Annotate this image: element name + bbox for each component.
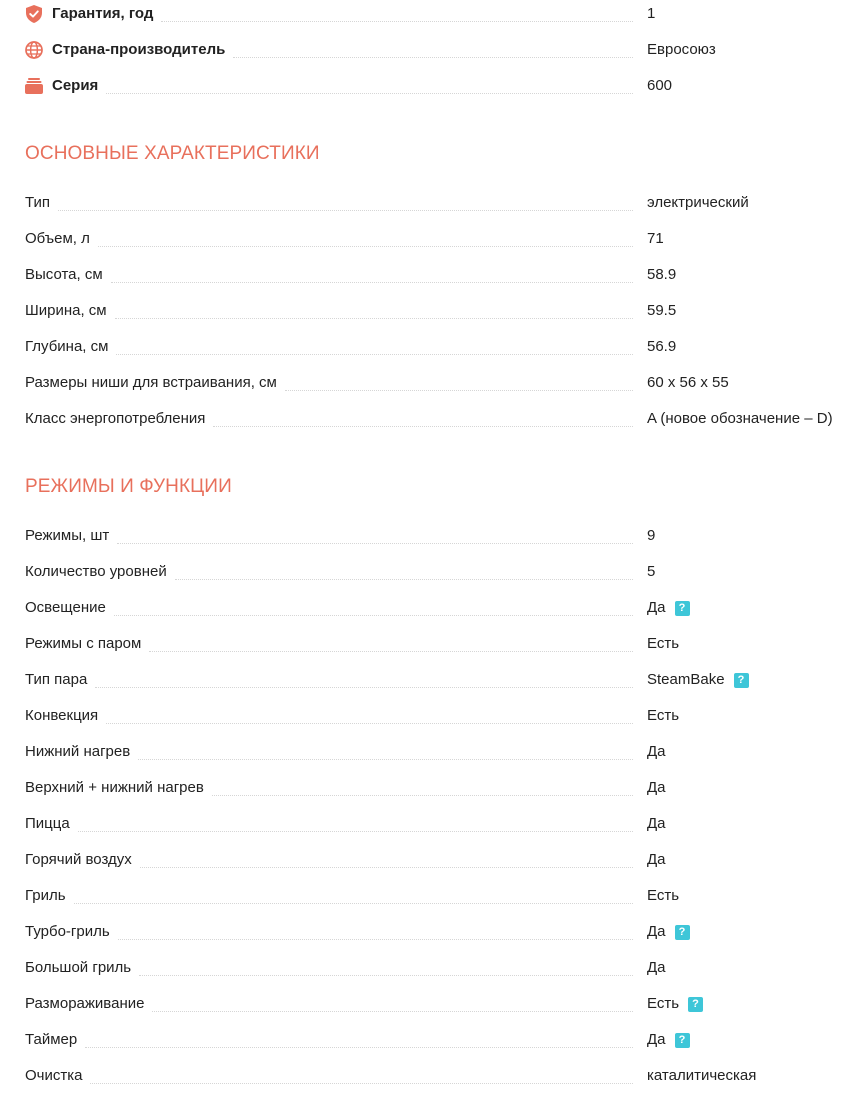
spec-value: электрический (647, 194, 749, 211)
spec-label: Большой гриль (25, 959, 132, 976)
spec-label-cell (25, 518, 647, 554)
spec-value-cell (647, 266, 676, 284)
spec-value-cell (647, 815, 666, 833)
spec-value: Есть (647, 995, 680, 1012)
spec-label: Количество уровней (25, 563, 167, 580)
spec-value-cell (647, 338, 676, 356)
spec-value-cell (647, 302, 676, 320)
spec-value: 59.5 (647, 302, 677, 319)
spec-label: Турбо-гриль (25, 923, 110, 940)
spec-label: Освещение (25, 599, 106, 616)
spec-row-warranty (25, 0, 843, 32)
spec-row (25, 806, 843, 842)
spec-row (25, 770, 843, 806)
spec-value: Евросоюз (647, 41, 716, 58)
dotted-leader (139, 975, 633, 976)
spec-label: Горячий воздух (25, 851, 132, 868)
spec-row-series (25, 68, 843, 104)
spec-row (25, 590, 843, 626)
dotted-leader (114, 615, 633, 616)
shield-check-icon (25, 5, 43, 23)
dotted-leader (106, 93, 633, 94)
spec-row (25, 257, 843, 293)
dotted-leader (106, 723, 633, 724)
spec-row (25, 662, 843, 698)
spec-value: 600 (647, 77, 673, 94)
spec-label: Объем, л (25, 230, 90, 247)
section-gap (25, 172, 843, 185)
spec-value: 1 (647, 5, 656, 22)
spec-label-cell (25, 293, 647, 329)
spec-value-cell (647, 707, 679, 725)
spec-label: Серия (52, 77, 99, 94)
help-question-icon[interactable]: ? (688, 997, 703, 1012)
help-question-icon[interactable]: ? (734, 673, 749, 688)
spec-value: SteamBake (647, 671, 725, 688)
spec-value-cell (647, 851, 666, 869)
spec-label-cell (25, 1022, 647, 1058)
spec-value-cell (647, 1031, 690, 1049)
spec-value-cell (647, 230, 664, 248)
spec-label: Класс энергопотребления (25, 410, 206, 427)
spec-label-cell (25, 842, 647, 878)
dotted-leader (152, 1011, 633, 1012)
spec-value: Да (647, 959, 666, 976)
spec-row-country (25, 32, 843, 68)
spec-row (25, 626, 843, 662)
globe-icon (25, 41, 43, 59)
spec-row (25, 986, 843, 1022)
spec-value: Есть (647, 635, 680, 652)
spec-value-cell (647, 599, 690, 617)
dotted-leader (149, 651, 633, 652)
spec-label: Режимы, шт (25, 527, 110, 544)
section-title: РЕЖИМЫ И ФУНКЦИИ (25, 476, 232, 497)
spec-row (25, 734, 843, 770)
spec-value: каталитическая (647, 1067, 757, 1084)
spec-value: Да (647, 599, 666, 616)
spec-row (25, 329, 843, 365)
spec-value: Да (647, 743, 666, 760)
spec-row (25, 1022, 843, 1058)
dotted-leader (285, 390, 633, 391)
spec-value-cell (647, 959, 666, 977)
spec-value-cell (647, 374, 729, 392)
dotted-leader (175, 579, 633, 580)
spec-label: Тип (25, 194, 51, 211)
spec-label: Гарантия, год (52, 5, 154, 22)
spec-label: Размеры ниши для встраивания, см (25, 374, 277, 391)
dotted-leader (111, 282, 633, 283)
spec-list (25, 0, 843, 1094)
spec-label-cell (25, 185, 647, 221)
spec-value: A (новое обозначение – D) (647, 410, 833, 427)
dotted-leader (213, 426, 633, 427)
dotted-leader (140, 867, 633, 868)
dotted-leader (115, 318, 633, 319)
spec-label: Режимы с паром (25, 635, 142, 652)
spec-label-cell (25, 986, 647, 1022)
spec-label: Гриль (25, 887, 66, 904)
spec-row (25, 221, 843, 257)
dotted-leader (212, 795, 633, 796)
help-question-icon[interactable]: ? (675, 1033, 690, 1048)
series-box-icon (25, 77, 43, 95)
spec-label-cell (25, 878, 647, 914)
dotted-leader (116, 354, 633, 355)
spec-value: 56.9 (647, 338, 677, 355)
spec-value: Есть (647, 707, 680, 724)
section-gap (25, 505, 843, 518)
spec-label: Глубина, см (25, 338, 109, 355)
spec-label: Страна-производитель (52, 41, 226, 58)
spec-value: Да (647, 815, 666, 832)
spec-label-cell (25, 221, 647, 257)
spec-row (25, 401, 843, 437)
spec-label-cell (25, 914, 647, 950)
dotted-leader (90, 1083, 633, 1084)
spec-row (25, 365, 843, 401)
spec-value-cell (647, 671, 749, 689)
spec-label: Очистка (25, 1067, 83, 1084)
spec-row (25, 185, 843, 221)
spec-value: 60 x 56 x 55 (647, 374, 729, 391)
spec-value: Да (647, 1031, 666, 1048)
spec-row (25, 950, 843, 986)
dotted-leader (138, 759, 633, 760)
spec-label-cell (25, 1058, 647, 1094)
spec-label-cell (25, 401, 647, 437)
section-title: ОСНОВНЫЕ ХАРАКТЕРИСТИКИ (25, 143, 320, 164)
spec-label-cell (25, 257, 647, 293)
spec-label: Таймер (25, 1031, 78, 1048)
spec-label-cell (25, 590, 647, 626)
spec-value: 5 (647, 563, 656, 580)
spec-row (25, 698, 843, 734)
section-spacer (25, 104, 843, 136)
spec-value-cell (647, 995, 703, 1013)
spec-row (25, 878, 843, 914)
spec-label-cell (25, 365, 647, 401)
dotted-leader (98, 246, 633, 247)
section-spacer (25, 437, 843, 469)
help-question-icon[interactable]: ? (675, 601, 690, 616)
spec-value-cell (647, 743, 666, 761)
spec-value-cell (647, 410, 833, 428)
dotted-leader (233, 57, 633, 58)
dotted-leader (74, 903, 633, 904)
dotted-leader (161, 21, 633, 22)
spec-value-cell (647, 1067, 756, 1085)
spec-label: Конвекция (25, 707, 99, 724)
spec-value: Да (647, 851, 666, 868)
spec-value-cell (647, 194, 749, 212)
spec-value-cell (647, 563, 655, 581)
spec-label-cell (25, 329, 647, 365)
dotted-leader (78, 831, 633, 832)
spec-label-cell (25, 806, 647, 842)
spec-label-cell (25, 554, 647, 590)
spec-row (25, 518, 843, 554)
spec-row (25, 842, 843, 878)
spec-label-cell (25, 698, 647, 734)
spec-label: Нижний нагрев (25, 743, 131, 760)
spec-value-cell (647, 527, 655, 545)
spec-label: Размораживание (25, 995, 145, 1012)
spec-label: Верхний + нижний нагрев (25, 779, 204, 796)
spec-label: Тип пара (25, 671, 88, 688)
spec-value-cell (647, 635, 679, 653)
spec-value: Есть (647, 887, 680, 904)
dotted-leader (85, 1047, 633, 1048)
spec-value: Да (647, 923, 666, 940)
dotted-leader (118, 939, 633, 940)
spec-label-cell (25, 770, 647, 806)
spec-label: Пицца (25, 815, 70, 832)
dotted-leader (58, 210, 633, 211)
spec-sections (25, 104, 843, 1094)
spec-value-cell (647, 923, 690, 941)
spec-label-cell (25, 626, 647, 662)
spec-value: 9 (647, 527, 656, 544)
spec-label-cell (25, 662, 647, 698)
spec-value: 71 (647, 230, 664, 247)
spec-row (25, 554, 843, 590)
spec-label-cell (25, 734, 647, 770)
spec-value: Да (647, 779, 666, 796)
spec-value-cell (647, 779, 666, 797)
spec-row (25, 1058, 843, 1094)
spec-value-cell (647, 887, 679, 905)
spec-label-cell (25, 950, 647, 986)
spec-row (25, 914, 843, 950)
dotted-leader (117, 543, 633, 544)
spec-label: Высота, см (25, 266, 103, 283)
spec-row (25, 293, 843, 329)
help-question-icon[interactable]: ? (675, 925, 690, 940)
spec-value: 58.9 (647, 266, 677, 283)
spec-label: Ширина, см (25, 302, 107, 319)
dotted-leader (95, 687, 633, 688)
